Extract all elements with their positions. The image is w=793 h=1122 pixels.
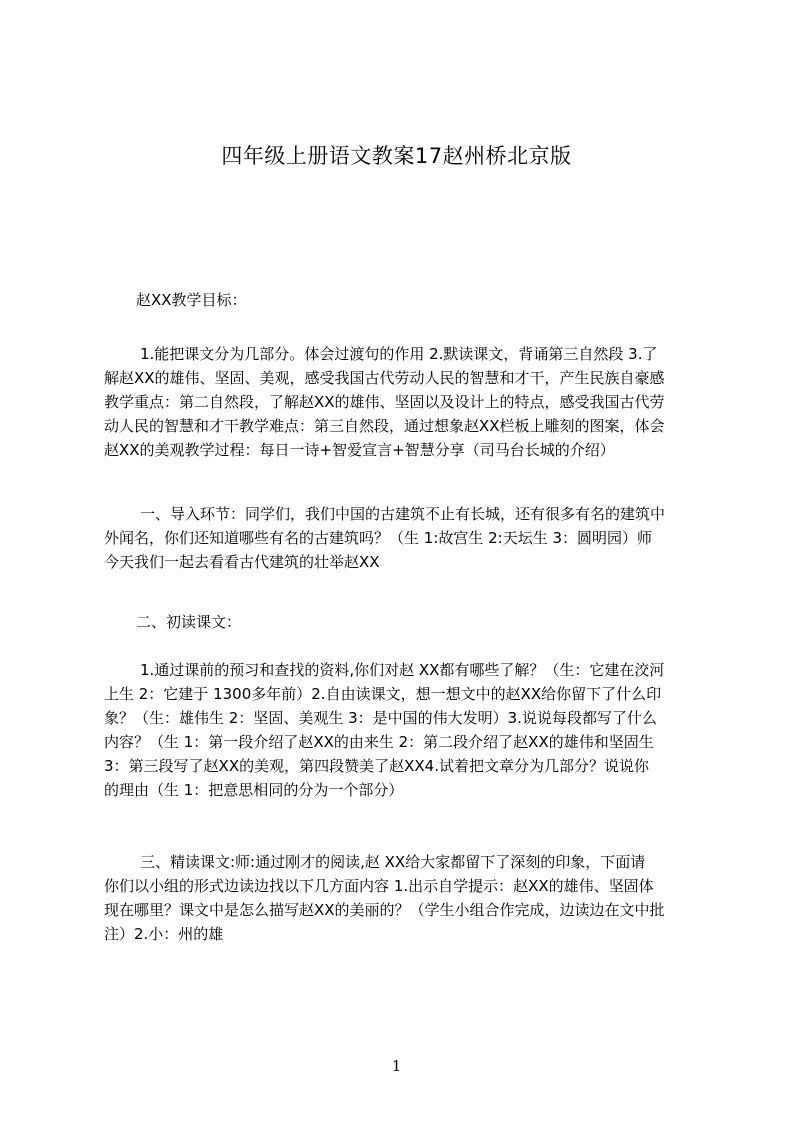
paragraph-objectives <box>104 342 696 462</box>
paragraph-line: 1.通过课前的预习和查找的资料,你们对赵 XX都有哪些了解？（生：它建在洨河 <box>140 661 665 679</box>
paragraph-line: 赵XX的美观教学过程：每日一诗+智爱宣言+智慧分享（司马台长城的介绍） <box>104 441 615 459</box>
objectives-heading: 赵XX教学目标： <box>136 291 247 309</box>
paragraph-line: 一、导入环节：同学们，我们中国的古建筑不止有长城，还有很多有名的建筑中 <box>140 505 666 523</box>
paragraph-line: 三、精读课文:师:通过刚才的阅读,赵 XX给大家都留下了深刻的印象，下面请 <box>140 853 646 871</box>
objectives-heading-block <box>104 288 696 312</box>
paragraph-line: 的理由（生 1：把意思相同的分为一个部分） <box>104 781 404 799</box>
paragraph-line: 现在哪里？课文中是怎么描写赵XX的美丽的？（学生小组合作完成，边读边在文中批 <box>104 901 665 919</box>
paragraph-line: 内容？（生 1：第一段介绍了赵XX的由来生 2：第二段介绍了赵XX的雄伟和坚固生 <box>104 733 654 751</box>
paragraph-line: 外闻名，你们还知道哪些有名的古建筑吗？（生 1:故宫生 2:天坛生 3：圆明园）师 <box>104 529 653 547</box>
paragraph-line: 1.能把课文分为几部分。体会过渡句的作用 2.默读课文，背诵第三自然段 3.了 <box>140 345 658 363</box>
paragraph-introduction <box>104 502 696 574</box>
paragraph-line: 你们以小组的形式边读边找以下几方面内容 1.出示自学提示：赵XX的雄伟、坚固体 <box>104 877 654 895</box>
paragraph-line: 注）2.小：州的雄 <box>104 925 224 943</box>
paragraph-line: 解赵XX的雄伟、坚固、美观，感受我国古代劳动人民的智慧和才干，产生民族自豪感 <box>104 369 665 387</box>
paragraph-line: 今天我们一起去看看古代建筑的壮举赵XX <box>104 553 380 571</box>
section-heading: 二、初读课文： <box>136 613 242 631</box>
page-number: 1 <box>391 1057 402 1075</box>
paragraph-line: 动人民的智慧和才干教学难点：第三自然段，通过想象赵XX栏板上雕刻的图案，体会 <box>104 417 665 435</box>
paragraph-line: 象？（生：雄伟生 2：坚固、美观生 3：是中国的伟大发明）3.说说每段都写了什么 <box>104 709 657 727</box>
paragraph-line: 教学重点：第二自然段，了解赵XX的雄伟、坚固以及设计上的特点，感受我国古代劳 <box>104 393 665 411</box>
paragraph-first-reading <box>104 658 696 802</box>
paragraph-line: 3：第三段写了赵XX的美观，第四段赞美了赵XX4.试着把文章分为几部分？说说你 <box>104 757 649 775</box>
section-heading-block <box>104 610 696 634</box>
paragraph-close-reading <box>104 850 696 946</box>
page-title: 四年级上册语文教案17赵州桥北京版 <box>221 144 572 168</box>
paragraph-line: 上生 2：它建于 1300多年前）2.自由读课文，想一想文中的赵XX给你留下了什么印 <box>104 685 662 703</box>
